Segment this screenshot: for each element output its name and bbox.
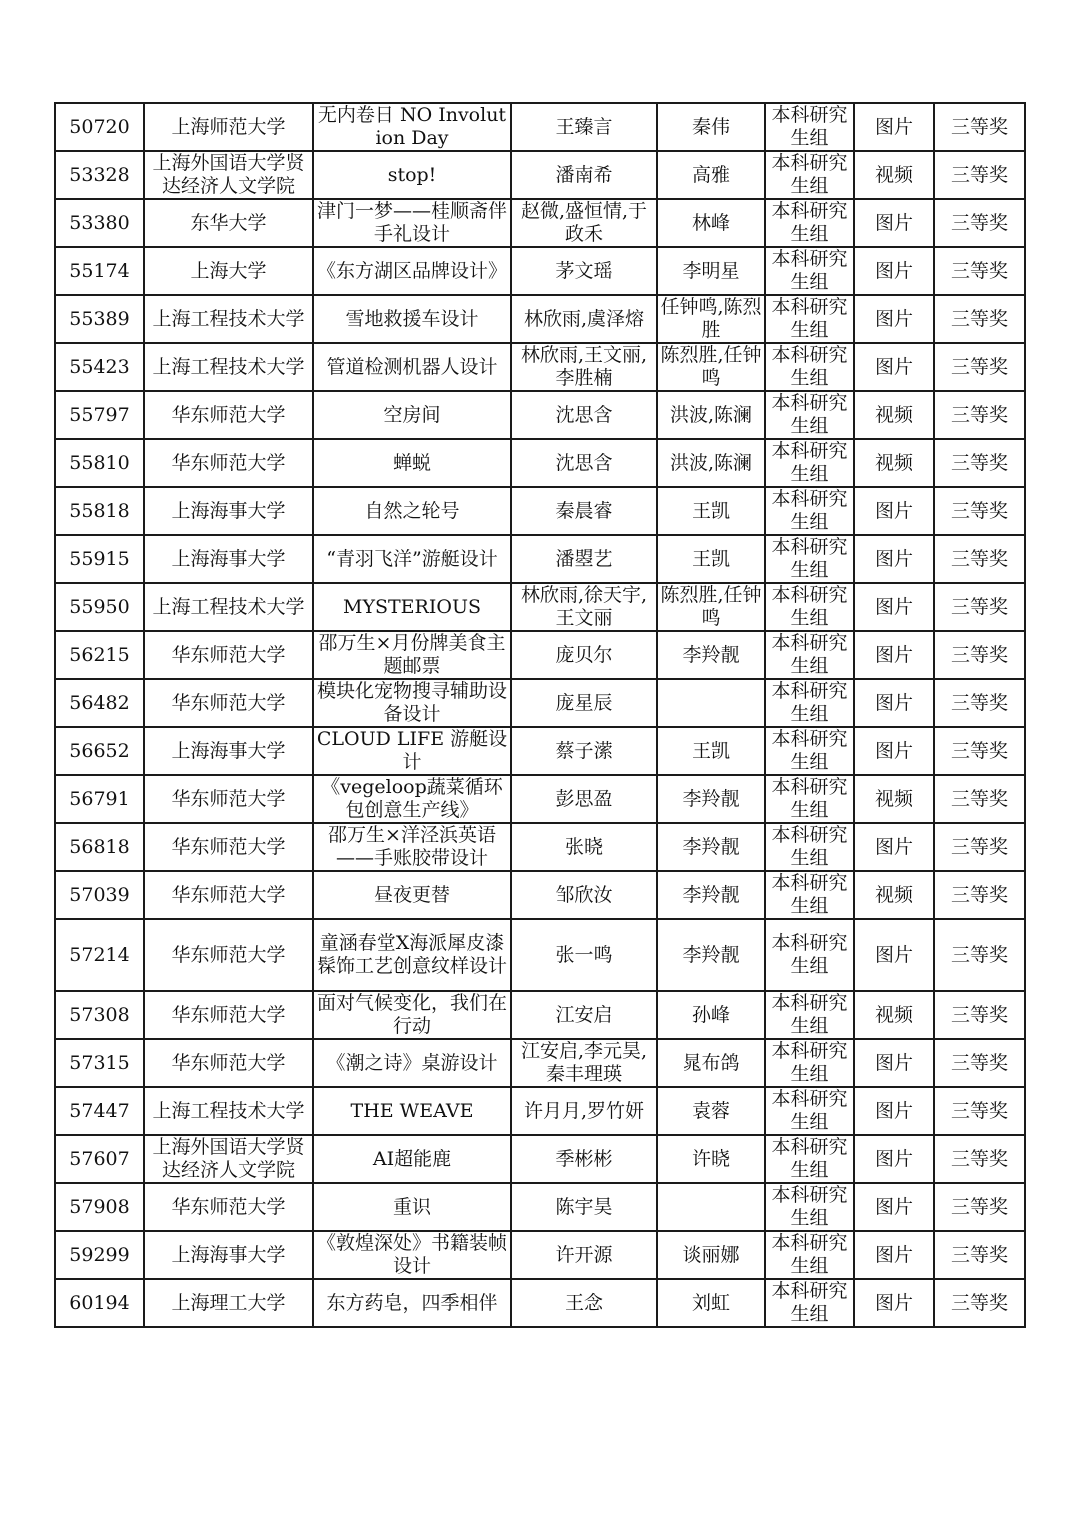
cell-work-title: 《vegeloop蔬菜循环包创意生产线》 — [313, 775, 511, 823]
cell-award: 三等奖 — [934, 919, 1025, 991]
cell-work-title: 《潮之诗》桌游设计 — [313, 1039, 511, 1087]
cell-school: 上海工程技术大学 — [144, 1087, 313, 1135]
cell-work-type: 图片 — [854, 823, 934, 871]
cell-work-id: 56652 — [55, 727, 144, 775]
cell-advisor: 李羚靓 — [657, 919, 765, 991]
cell-school: 上海外国语大学贤达经济人文学院 — [144, 1135, 313, 1183]
cell-award: 三等奖 — [934, 775, 1025, 823]
cell-authors: 蔡子潆 — [511, 727, 657, 775]
cell-work-title: 管道检测机器人设计 — [313, 343, 511, 391]
cell-school: 上海海事大学 — [144, 535, 313, 583]
cell-authors: 江安启 — [511, 991, 657, 1039]
cell-school: 华东师范大学 — [144, 775, 313, 823]
cell-work-id: 55423 — [55, 343, 144, 391]
table-row — [55, 103, 1025, 151]
table-row — [55, 1231, 1025, 1279]
cell-work-id: 57315 — [55, 1039, 144, 1087]
cell-group: 本科研究生组 — [765, 487, 854, 535]
table-row — [55, 775, 1025, 823]
cell-work-title: CLOUD LIFE 游艇设计 — [313, 727, 511, 775]
cell-work-id: 56791 — [55, 775, 144, 823]
cell-award: 三等奖 — [934, 1279, 1025, 1327]
cell-work-id: 56818 — [55, 823, 144, 871]
table-row — [55, 199, 1025, 247]
cell-work-type: 视频 — [854, 391, 934, 439]
cell-award: 三等奖 — [934, 1183, 1025, 1231]
cell-award: 三等奖 — [934, 727, 1025, 775]
table-row — [55, 343, 1025, 391]
cell-authors: 沈思含 — [511, 391, 657, 439]
cell-work-id: 55174 — [55, 247, 144, 295]
cell-advisor — [657, 1183, 765, 1231]
table-row — [55, 1183, 1025, 1231]
cell-work-type: 图片 — [854, 1087, 934, 1135]
cell-work-id: 57214 — [55, 919, 144, 991]
cell-award: 三等奖 — [934, 103, 1025, 151]
cell-work-type: 视频 — [854, 991, 934, 1039]
cell-advisor: 王凯 — [657, 727, 765, 775]
table-body — [55, 103, 1025, 1327]
cell-work-title: 邵万生×月份牌美食主题邮票 — [313, 631, 511, 679]
cell-advisor: 洪波,陈澜 — [657, 439, 765, 487]
cell-work-type: 图片 — [854, 487, 934, 535]
cell-school: 上海海事大学 — [144, 727, 313, 775]
cell-work-title: THE WEAVE — [313, 1087, 511, 1135]
cell-work-type: 图片 — [854, 199, 934, 247]
cell-authors: 沈思含 — [511, 439, 657, 487]
cell-school: 华东师范大学 — [144, 919, 313, 991]
cell-work-title: 雪地救援车设计 — [313, 295, 511, 343]
cell-group: 本科研究生组 — [765, 247, 854, 295]
cell-school: 华东师范大学 — [144, 871, 313, 919]
cell-work-id: 55797 — [55, 391, 144, 439]
table-row — [55, 583, 1025, 631]
table-row — [55, 1279, 1025, 1327]
cell-award: 三等奖 — [934, 631, 1025, 679]
cell-school: 华东师范大学 — [144, 679, 313, 727]
cell-work-type: 图片 — [854, 343, 934, 391]
cell-work-title: 空房间 — [313, 391, 511, 439]
cell-group: 本科研究生组 — [765, 991, 854, 1039]
cell-authors: 江安启,李元昊,秦丰理瑛 — [511, 1039, 657, 1087]
cell-group: 本科研究生组 — [765, 1231, 854, 1279]
cell-award: 三等奖 — [934, 1039, 1025, 1087]
cell-school: 华东师范大学 — [144, 439, 313, 487]
table-row — [55, 439, 1025, 487]
cell-work-id: 53380 — [55, 199, 144, 247]
table-row — [55, 823, 1025, 871]
cell-authors: 庞星辰 — [511, 679, 657, 727]
cell-work-id: 53328 — [55, 151, 144, 199]
table-row — [55, 1039, 1025, 1087]
cell-work-id: 57607 — [55, 1135, 144, 1183]
cell-group: 本科研究生组 — [765, 439, 854, 487]
cell-work-type: 图片 — [854, 1135, 934, 1183]
cell-authors: 茅文瑶 — [511, 247, 657, 295]
table-row — [55, 631, 1025, 679]
cell-award: 三等奖 — [934, 583, 1025, 631]
table-row — [55, 247, 1025, 295]
cell-work-id: 57308 — [55, 991, 144, 1039]
cell-advisor: 孙峰 — [657, 991, 765, 1039]
cell-advisor: 林峰 — [657, 199, 765, 247]
cell-school: 上海海事大学 — [144, 1231, 313, 1279]
cell-authors: 彭思盈 — [511, 775, 657, 823]
cell-award: 三等奖 — [934, 295, 1025, 343]
cell-authors: 王念 — [511, 1279, 657, 1327]
cell-work-type: 图片 — [854, 679, 934, 727]
cell-work-type: 图片 — [854, 247, 934, 295]
cell-advisor — [657, 679, 765, 727]
cell-school: 上海工程技术大学 — [144, 343, 313, 391]
cell-award: 三等奖 — [934, 535, 1025, 583]
cell-authors: 潘曌艺 — [511, 535, 657, 583]
cell-advisor: 高雅 — [657, 151, 765, 199]
cell-work-id: 57039 — [55, 871, 144, 919]
cell-group: 本科研究生组 — [765, 679, 854, 727]
cell-school: 华东师范大学 — [144, 823, 313, 871]
cell-work-title: 自然之轮号 — [313, 487, 511, 535]
cell-authors: 许开源 — [511, 1231, 657, 1279]
cell-group: 本科研究生组 — [765, 535, 854, 583]
cell-advisor: 李羚靓 — [657, 775, 765, 823]
table-row — [55, 1087, 1025, 1135]
cell-group: 本科研究生组 — [765, 199, 854, 247]
cell-school: 华东师范大学 — [144, 1039, 313, 1087]
cell-work-title: 童涵春堂X海派犀皮漆髹饰工艺创意纹样设计 — [313, 919, 511, 991]
cell-group: 本科研究生组 — [765, 1279, 854, 1327]
cell-work-type: 图片 — [854, 1231, 934, 1279]
cell-advisor: 王凯 — [657, 535, 765, 583]
cell-work-type: 图片 — [854, 1279, 934, 1327]
table-row — [55, 295, 1025, 343]
cell-group: 本科研究生组 — [765, 727, 854, 775]
cell-work-title: 昼夜更替 — [313, 871, 511, 919]
cell-school: 华东师范大学 — [144, 391, 313, 439]
cell-award: 三等奖 — [934, 487, 1025, 535]
cell-authors: 潘南希 — [511, 151, 657, 199]
table-row — [55, 487, 1025, 535]
cell-school: 华东师范大学 — [144, 991, 313, 1039]
cell-work-id: 55389 — [55, 295, 144, 343]
cell-work-id: 56215 — [55, 631, 144, 679]
cell-work-title: 津门一梦——桂顺斋伴手礼设计 — [313, 199, 511, 247]
cell-group: 本科研究生组 — [765, 871, 854, 919]
cell-school: 上海海事大学 — [144, 487, 313, 535]
cell-work-id: 55818 — [55, 487, 144, 535]
cell-work-id: 60194 — [55, 1279, 144, 1327]
cell-work-title: 《敦煌深处》书籍装帧设计 — [313, 1231, 511, 1279]
cell-school: 上海大学 — [144, 247, 313, 295]
cell-work-id: 57447 — [55, 1087, 144, 1135]
cell-work-type: 图片 — [854, 727, 934, 775]
cell-school: 上海外国语大学贤达经济人文学院 — [144, 151, 313, 199]
cell-award: 三等奖 — [934, 823, 1025, 871]
cell-work-type: 图片 — [854, 1183, 934, 1231]
cell-group: 本科研究生组 — [765, 823, 854, 871]
cell-work-title: MYSTERIOUS — [313, 583, 511, 631]
cell-award: 三等奖 — [934, 991, 1025, 1039]
cell-work-title: 邵万生×洋泾浜英语——手账胶带设计 — [313, 823, 511, 871]
cell-work-title: stop! — [313, 151, 511, 199]
table-row — [55, 679, 1025, 727]
cell-authors: 林欣雨,王文丽,李胜楠 — [511, 343, 657, 391]
cell-school: 上海理工大学 — [144, 1279, 313, 1327]
cell-advisor: 李羚靓 — [657, 631, 765, 679]
table-row — [55, 1135, 1025, 1183]
cell-advisor: 袁蓉 — [657, 1087, 765, 1135]
cell-work-title: 东方药皂，四季相伴 — [313, 1279, 511, 1327]
cell-authors: 林欣雨,徐天宇,王文丽 — [511, 583, 657, 631]
cell-work-type: 图片 — [854, 583, 934, 631]
cell-award: 三等奖 — [934, 1087, 1025, 1135]
cell-work-id: 59299 — [55, 1231, 144, 1279]
cell-group: 本科研究生组 — [765, 631, 854, 679]
cell-work-title: “青羽飞洋”游艇设计 — [313, 535, 511, 583]
cell-award: 三等奖 — [934, 391, 1025, 439]
cell-work-id: 55915 — [55, 535, 144, 583]
cell-group: 本科研究生组 — [765, 103, 854, 151]
cell-work-type: 图片 — [854, 103, 934, 151]
cell-group: 本科研究生组 — [765, 1183, 854, 1231]
cell-advisor: 任钟鸣,陈烈胜 — [657, 295, 765, 343]
cell-award: 三等奖 — [934, 247, 1025, 295]
table-row — [55, 535, 1025, 583]
cell-work-title: 《东方湖区品牌设计》 — [313, 247, 511, 295]
cell-authors: 邹欣汝 — [511, 871, 657, 919]
cell-award: 三等奖 — [934, 199, 1025, 247]
cell-advisor: 刘虹 — [657, 1279, 765, 1327]
cell-authors: 季彬彬 — [511, 1135, 657, 1183]
cell-advisor: 王凯 — [657, 487, 765, 535]
cell-school: 上海工程技术大学 — [144, 583, 313, 631]
cell-work-type: 图片 — [854, 1039, 934, 1087]
cell-work-type: 图片 — [854, 919, 934, 991]
cell-work-id: 50720 — [55, 103, 144, 151]
cell-work-type: 视频 — [854, 775, 934, 823]
cell-advisor: 李羚靓 — [657, 871, 765, 919]
cell-advisor: 谈丽娜 — [657, 1231, 765, 1279]
cell-authors: 张一鸣 — [511, 919, 657, 991]
cell-authors: 许月月,罗竹妍 — [511, 1087, 657, 1135]
cell-group: 本科研究生组 — [765, 775, 854, 823]
cell-work-title: AI超能鹿 — [313, 1135, 511, 1183]
cell-award: 三等奖 — [934, 871, 1025, 919]
cell-advisor: 李明星 — [657, 247, 765, 295]
cell-work-type: 图片 — [854, 631, 934, 679]
cell-authors: 王臻言 — [511, 103, 657, 151]
cell-authors: 庞贝尔 — [511, 631, 657, 679]
cell-authors: 秦晨睿 — [511, 487, 657, 535]
cell-authors: 赵微,盛恒情,于政禾 — [511, 199, 657, 247]
cell-work-title: 重识 — [313, 1183, 511, 1231]
table-row — [55, 991, 1025, 1039]
cell-group: 本科研究生组 — [765, 391, 854, 439]
cell-award: 三等奖 — [934, 343, 1025, 391]
cell-work-type: 图片 — [854, 535, 934, 583]
cell-work-type: 图片 — [854, 295, 934, 343]
cell-work-id: 56482 — [55, 679, 144, 727]
table-row — [55, 871, 1025, 919]
cell-work-title: 面对气候变化，我们在行动 — [313, 991, 511, 1039]
cell-advisor: 许晓 — [657, 1135, 765, 1183]
cell-advisor: 秦伟 — [657, 103, 765, 151]
cell-work-type: 视频 — [854, 871, 934, 919]
cell-award: 三等奖 — [934, 1135, 1025, 1183]
award-table — [54, 102, 1026, 1328]
cell-group: 本科研究生组 — [765, 343, 854, 391]
cell-work-type: 视频 — [854, 151, 934, 199]
cell-group: 本科研究生组 — [765, 295, 854, 343]
cell-work-id: 55810 — [55, 439, 144, 487]
table-row — [55, 919, 1025, 991]
cell-work-type: 视频 — [854, 439, 934, 487]
cell-advisor: 李羚靓 — [657, 823, 765, 871]
cell-group: 本科研究生组 — [765, 1087, 854, 1135]
cell-school: 华东师范大学 — [144, 631, 313, 679]
cell-authors: 陈宇昊 — [511, 1183, 657, 1231]
cell-authors: 张晓 — [511, 823, 657, 871]
cell-school: 东华大学 — [144, 199, 313, 247]
cell-group: 本科研究生组 — [765, 1135, 854, 1183]
cell-work-title: 模块化宠物搜寻辅助设备设计 — [313, 679, 511, 727]
cell-school: 华东师范大学 — [144, 1183, 313, 1231]
cell-school: 上海师范大学 — [144, 103, 313, 151]
cell-work-id: 55950 — [55, 583, 144, 631]
cell-work-title: 无内卷日 NO Involution Day — [313, 103, 511, 151]
cell-advisor: 陈烈胜,任钟鸣 — [657, 343, 765, 391]
cell-group: 本科研究生组 — [765, 151, 854, 199]
cell-award: 三等奖 — [934, 439, 1025, 487]
table-row — [55, 391, 1025, 439]
cell-award: 三等奖 — [934, 1231, 1025, 1279]
cell-group: 本科研究生组 — [765, 583, 854, 631]
cell-award: 三等奖 — [934, 679, 1025, 727]
cell-authors: 林欣雨,虞泽熔 — [511, 295, 657, 343]
cell-advisor: 陈烈胜,任钟鸣 — [657, 583, 765, 631]
cell-group: 本科研究生组 — [765, 1039, 854, 1087]
cell-group: 本科研究生组 — [765, 919, 854, 991]
cell-work-id: 57908 — [55, 1183, 144, 1231]
table-row — [55, 727, 1025, 775]
cell-advisor: 洪波,陈澜 — [657, 391, 765, 439]
cell-work-title: 蝉蜕 — [313, 439, 511, 487]
cell-school: 上海工程技术大学 — [144, 295, 313, 343]
table-row — [55, 151, 1025, 199]
cell-award: 三等奖 — [934, 151, 1025, 199]
cell-advisor: 晁布鸽 — [657, 1039, 765, 1087]
